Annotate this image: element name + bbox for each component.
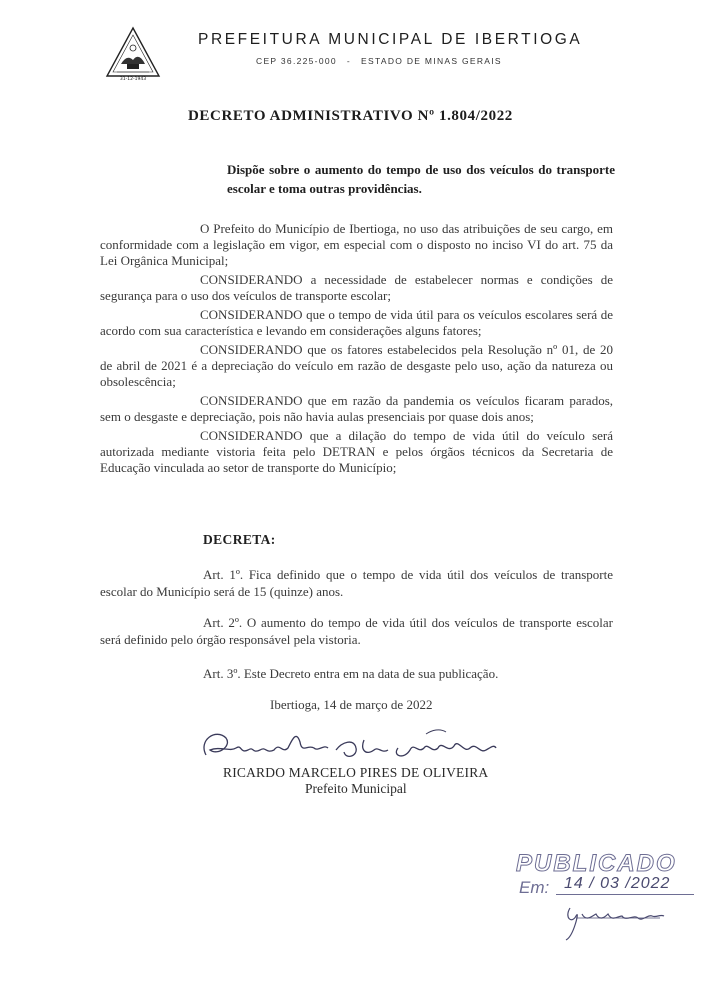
preamble-paragraph: O Prefeito do Município de Ibertioga, no uso das atribuições de seu cargo, em conformidade com a legislação em vigor, em especial com o disposto no inciso VI do art. 75 da Lei Orgânica Municipal;: [100, 221, 613, 268]
considerando-paragraph: CONSIDERANDO que os fatores estabelecidos pela Resolução nº 01, de 20 de abril de 2021 é a depreciação do veículo em razão de desgaste pelo uso, ação da natureza ou obsolescência;: [100, 342, 613, 389]
signature-icon: [196, 720, 516, 770]
preamble: [100, 221, 613, 479]
publication-stamp: [516, 850, 696, 950]
article-1-text: Art. 1º. Fica definido que o tempo de vida útil dos veículos de transporte escolar do Município será de 15 (quinze) anos.: [100, 567, 613, 599]
stamp-title: PUBLICADO: [516, 850, 677, 877]
header-address: [256, 56, 502, 66]
municipality-title: PREFEITURA MUNICIPAL DE IBERTIOGA: [198, 31, 583, 48]
stamp-label: Em:: [519, 878, 550, 897]
header-separator: -: [346, 56, 352, 66]
article-3: [100, 665, 613, 682]
date-line: Ibertioga, 14 de março de 2022: [270, 697, 433, 712]
article-1: [100, 566, 613, 600]
stamp-divider: [556, 894, 694, 895]
article-2: [100, 614, 613, 648]
stamp-date: 14 / 03 /2022: [564, 875, 671, 892]
stamp-signature-icon: [556, 896, 676, 946]
decree-title: DECRETO ADMINISTRATIVO Nº 1.804/2022: [188, 108, 513, 124]
decree-ementa: Dispõe sobre o aumento do tempo de uso dos veículos do transporte escolar e toma outras providências.: [227, 162, 615, 196]
signer-role: Prefeito Municipal: [305, 781, 407, 796]
considerando-paragraph: CONSIDERANDO que a dilação do tempo de vida útil do veículo será autorizada mediante vistoria feita pelo DETRAN e pelos órgãos técnicos da Secretaria de Educação vinculada ao setor de transporte do Município;: [100, 428, 613, 475]
header-state: ESTADO DE MINAS GERAIS: [361, 56, 502, 66]
decreta-heading: DECRETA:: [203, 532, 276, 547]
considerando-paragraph: CONSIDERANDO que o tempo de vida útil para os veículos escolares será de acordo com sua característica e levando em considerações alguns fatores;: [100, 307, 613, 338]
considerando-paragraph: CONSIDERANDO a necessidade de estabelecer normas e condições de segurança para o uso dos veículos de transporte escolar;: [100, 272, 613, 303]
article-2-text: Art. 2º. O aumento do tempo de vida útil dos veículos de transporte escolar será definido pelo órgão responsável pela vistoria.: [100, 615, 613, 647]
considerando-paragraph: CONSIDERANDO que em razão da pandemia os veículos ficaram parados, sem o desgaste e depreciação, pois não havia aulas presenciais por quase dois anos;: [100, 393, 613, 424]
svg-text:31-12-1943: 31-12-1943: [119, 77, 147, 82]
article-3-text: Art. 3º. Este Decreto entra em na data de sua publicação.: [203, 666, 499, 681]
header-cep: CEP 36.225-000: [256, 56, 337, 66]
signer-name: RICARDO MARCELO PIRES DE OLIVEIRA: [223, 765, 489, 780]
municipal-seal-icon: [105, 26, 161, 82]
